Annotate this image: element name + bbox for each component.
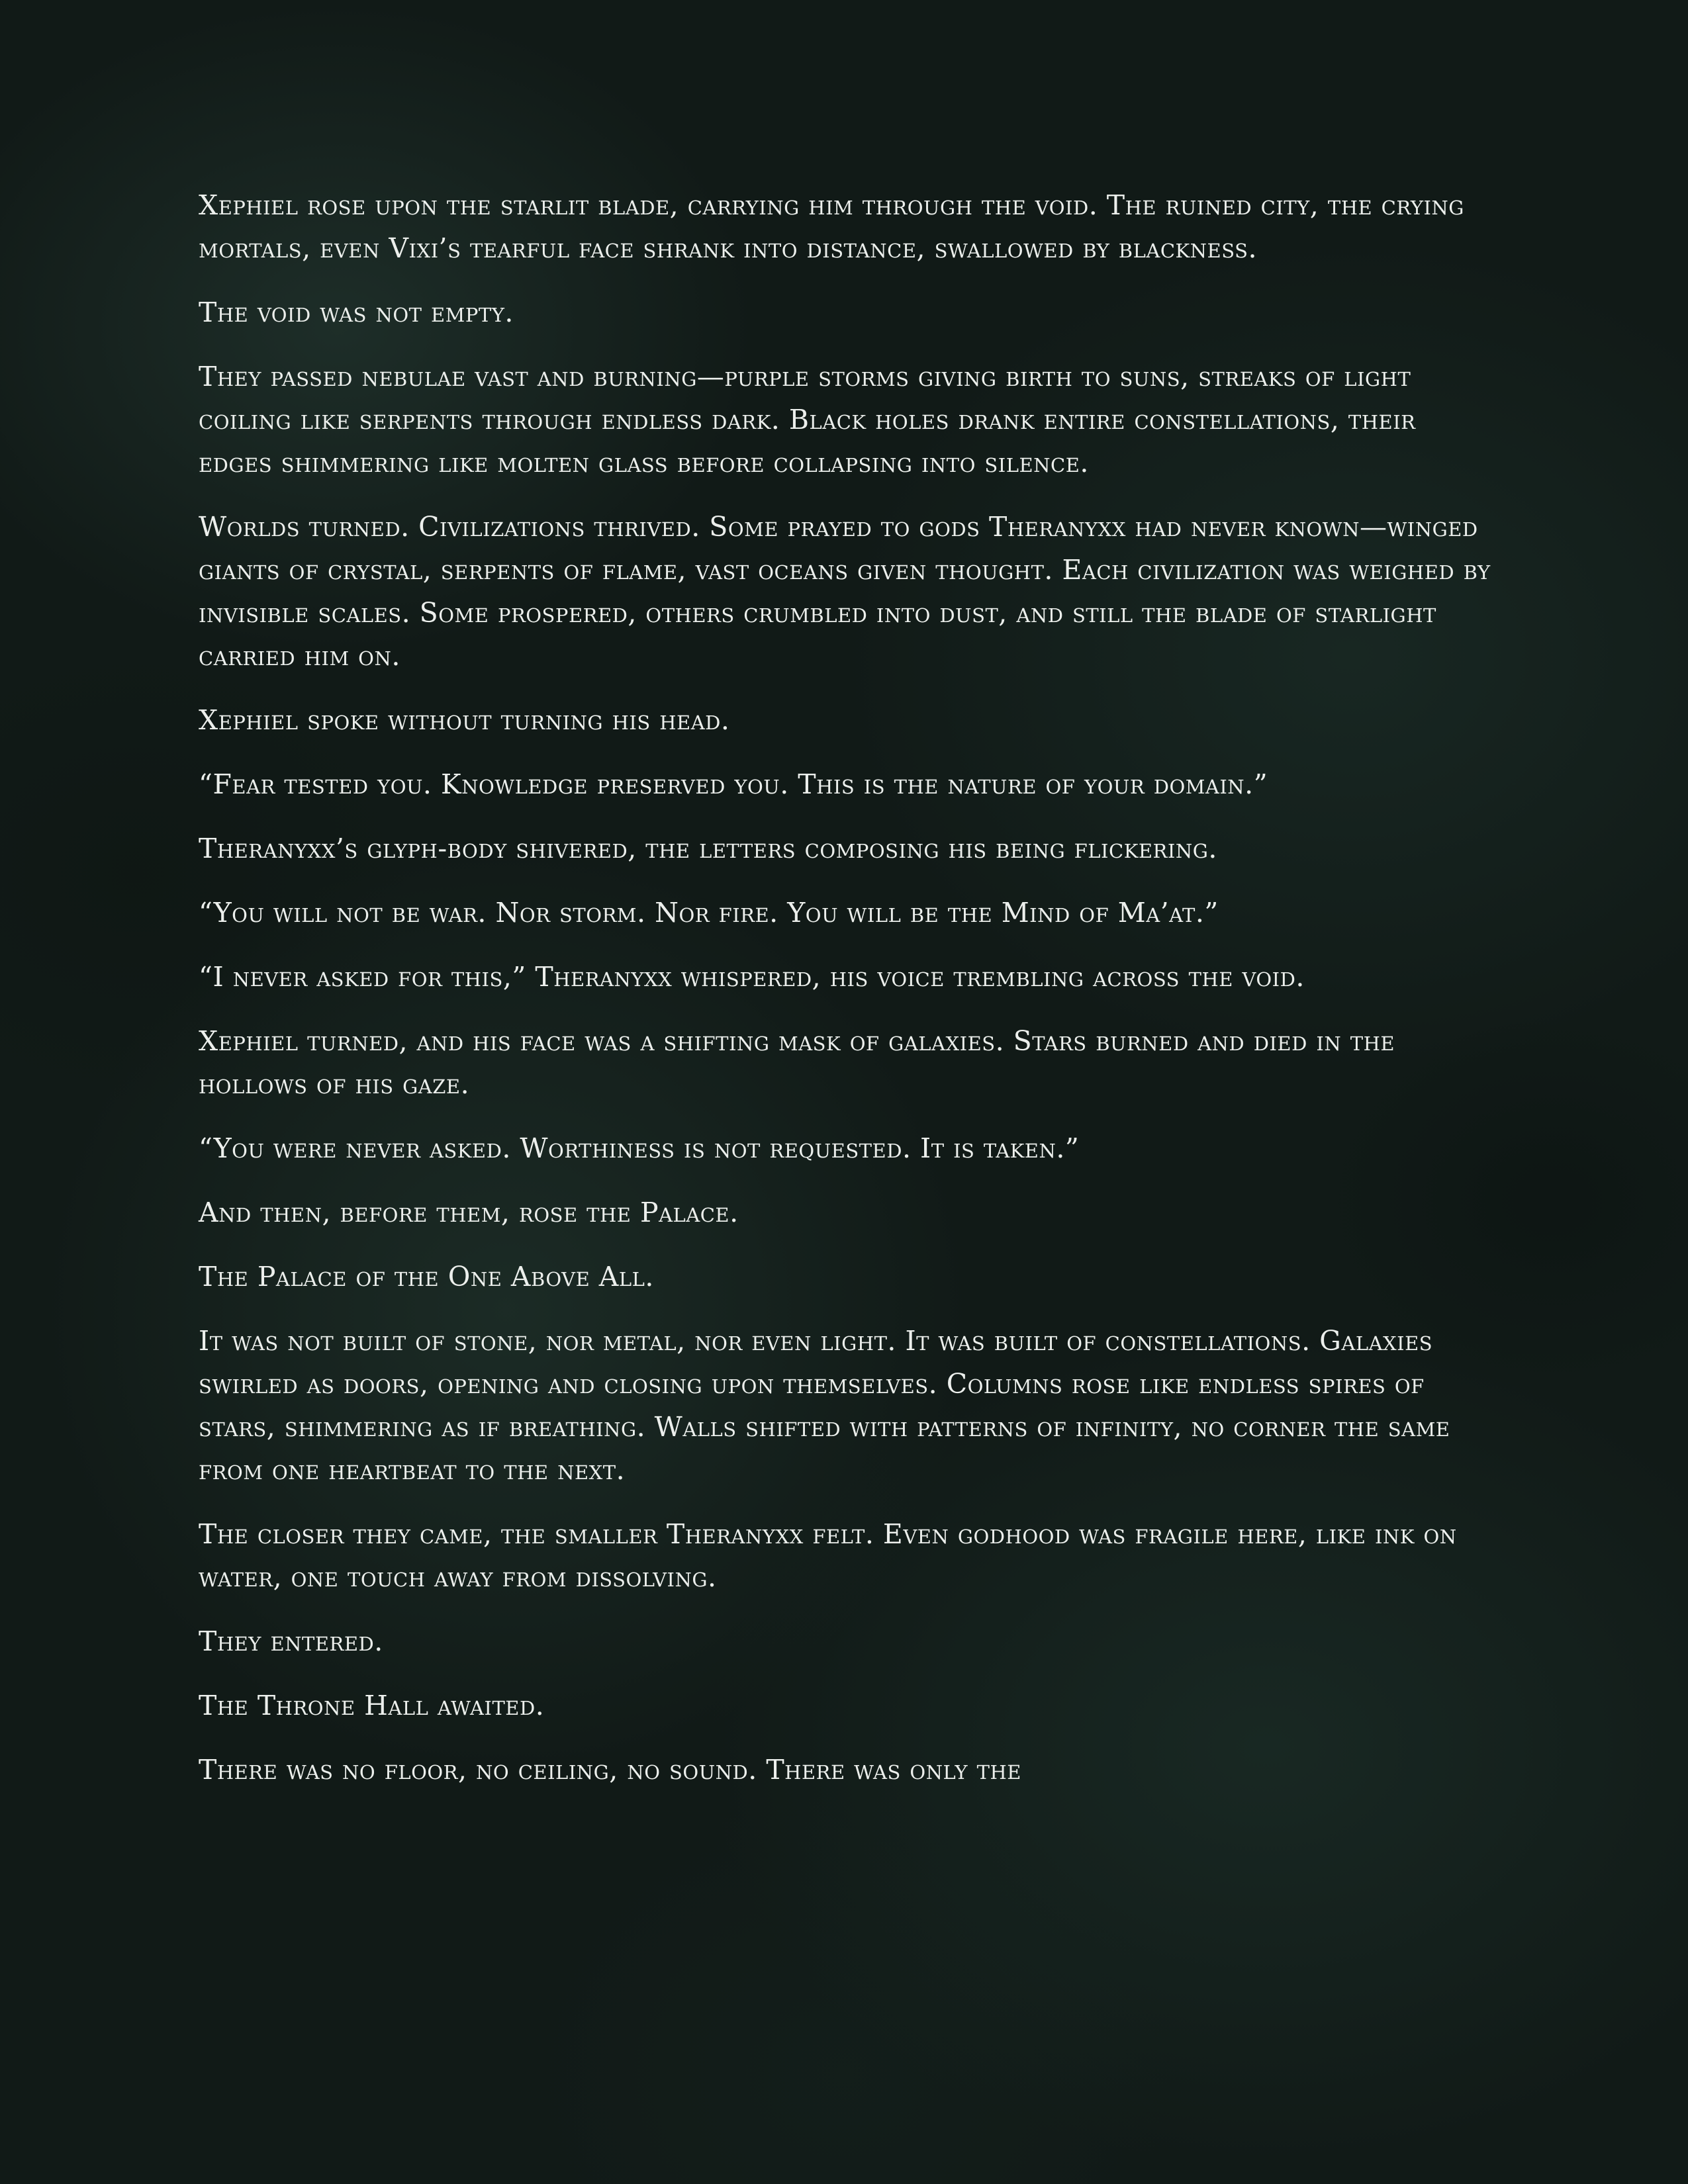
paragraph: The closer they came, the smaller Theranyxx felt. Even godhood was fragile here, like ink on water, one touch away from dissolving.: [199, 1518, 1457, 1593]
paragraph: “Fear tested you. Knowledge preserved you. This is the nature of your domain.”: [199, 768, 1268, 800]
paragraph: “You will not be war. Nor storm. Nor fire. You will be the Mind of Ma’at.”: [199, 897, 1219, 929]
paragraph: “You were never asked. Worthiness is not requested. It is taken.”: [199, 1132, 1080, 1164]
paragraph: And then, before them, rose the Palace.: [199, 1197, 739, 1228]
paragraph: Xephiel turned, and his face was a shifting mask of galaxies. Stars burned and died in the hollows of his gaze.: [199, 1025, 1395, 1100]
paragraph: The Palace of the One Above All.: [199, 1261, 654, 1293]
paragraph: Xephiel rose upon the starlit blade, carrying him through the void. The ruined city, the crying mortals, even Vixi’s tearful face shrank into distance, swallowed by blackness.: [199, 189, 1464, 264]
paragraph: Theranyxx’s glyph-body shivered, the letters composing his being flickering.: [199, 833, 1217, 864]
paragraph: They passed nebulae vast and burning—purple storms giving birth to suns, streaks of light coiling like serpents through endless dark. Black holes drank entire constellations, their edges shimmering like molten glass before collapsing into silence.: [199, 361, 1416, 478]
paragraph: There was no floor, no ceiling, no sound. There was only the: [199, 1754, 1021, 1786]
paragraph: It was not built of stone, nor metal, nor even light. It was built of constellations. Galaxies swirled as doors, opening and closing upon themselves. Columns rose like endless spires of stars, shimmering as if breathing. Walls shifted with patterns of infinity, no corner the same from one heartbeat to the next.: [199, 1325, 1450, 1486]
paragraph: They entered.: [199, 1625, 383, 1657]
story-text-block: [199, 184, 1496, 1813]
paragraph: Worlds turned. Civilizations thrived. Some prayed to gods Theranyxx had never known—winged giants of crystal, serpents of flame, vast oceans given thought. Each civilization was weighed by invisible scales. Some prospered, others crumbled into dust, and still the blade of starlight carried him on.: [199, 511, 1491, 672]
paragraph: The Throne Hall awaited.: [199, 1690, 545, 1721]
paragraph: Xephiel spoke without turning his head.: [199, 704, 730, 736]
paragraph: “I never asked for this,” Theranyxx whispered, his voice trembling across the void.: [199, 961, 1305, 993]
paragraph: The void was not empty.: [199, 296, 514, 328]
